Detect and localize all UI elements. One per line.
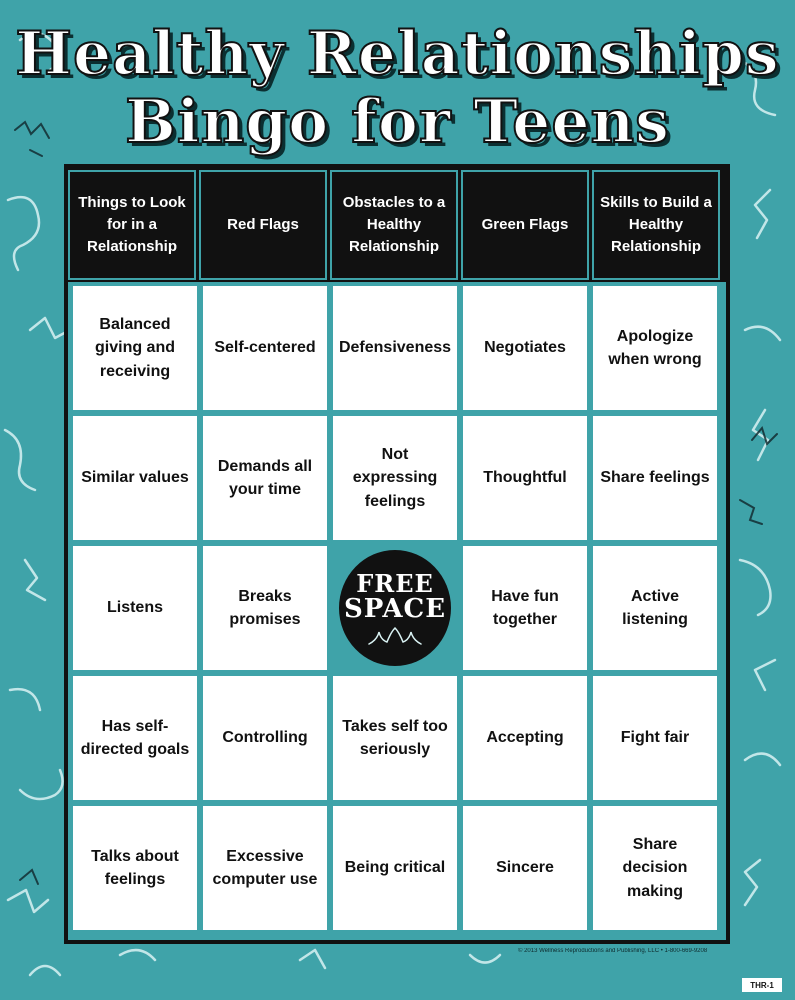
column-header: Things to Look for in a Relationship: [70, 172, 194, 278]
bingo-cell[interactable]: Thoughtful: [463, 416, 587, 540]
bingo-cell[interactable]: Sincere: [463, 806, 587, 930]
bingo-cell[interactable]: Balanced giving and receiving: [73, 286, 197, 410]
bingo-cell[interactable]: Talks about feelings: [73, 806, 197, 930]
bingo-cell[interactable]: Breaks promises: [203, 546, 327, 670]
title-line-1: Healthy Relationships: [15, 19, 780, 89]
bingo-cell[interactable]: Self-centered: [203, 286, 327, 410]
bingo-cell[interactable]: Accepting: [463, 676, 587, 800]
bingo-cell[interactable]: Share feelings: [593, 416, 717, 540]
bingo-cell[interactable]: Controlling: [203, 676, 327, 800]
column-header: Green Flags: [463, 172, 587, 278]
copyright-notice: © 2013 Wellness Reproductions and Publishing, LLC • 1-800-669-9208: [518, 948, 708, 954]
bingo-cell[interactable]: Being critical: [333, 806, 457, 930]
free-space-line-2: SPACE: [343, 594, 447, 625]
bingo-cell[interactable]: Listens: [73, 546, 197, 670]
bingo-cell[interactable]: Active listening: [593, 546, 717, 670]
swirl-icon: [365, 626, 425, 648]
bingo-cell[interactable]: Demands all your time: [203, 416, 327, 540]
column-header: Red Flags: [201, 172, 325, 278]
bingo-cell[interactable]: Not expressing feelings: [333, 416, 457, 540]
bingo-cell[interactable]: Excessive computer use: [203, 806, 327, 930]
bingo-cell[interactable]: Takes self too seriously: [333, 676, 457, 800]
bingo-cell[interactable]: Defensiveness: [333, 286, 457, 410]
bingo-cell[interactable]: Negotiates: [463, 286, 587, 410]
column-header-row: [64, 164, 730, 284]
bingo-cell[interactable]: Fight fair: [593, 676, 717, 800]
bingo-cell[interactable]: Apologize when wrong: [593, 286, 717, 410]
bingo-cell[interactable]: Have fun together: [463, 546, 587, 670]
free-space-badge: [339, 550, 451, 666]
bingo-grid: [68, 282, 726, 940]
free-space-line-1: FREE: [356, 569, 434, 599]
bingo-cell[interactable]: Share decision making: [593, 806, 717, 930]
column-header: Skills to Build a Healthy Relationship: [594, 172, 718, 278]
bingo-cell[interactable]: Has self-directed goals: [73, 676, 197, 800]
bingo-board: [64, 164, 730, 944]
free-space-cell[interactable]: [333, 546, 457, 670]
column-header: Obstacles to a Healthy Relationship: [332, 172, 456, 278]
product-code: THR-1: [742, 978, 782, 992]
title-line-2: Bingo for Teens: [125, 87, 670, 157]
bingo-cell[interactable]: Similar values: [73, 416, 197, 540]
